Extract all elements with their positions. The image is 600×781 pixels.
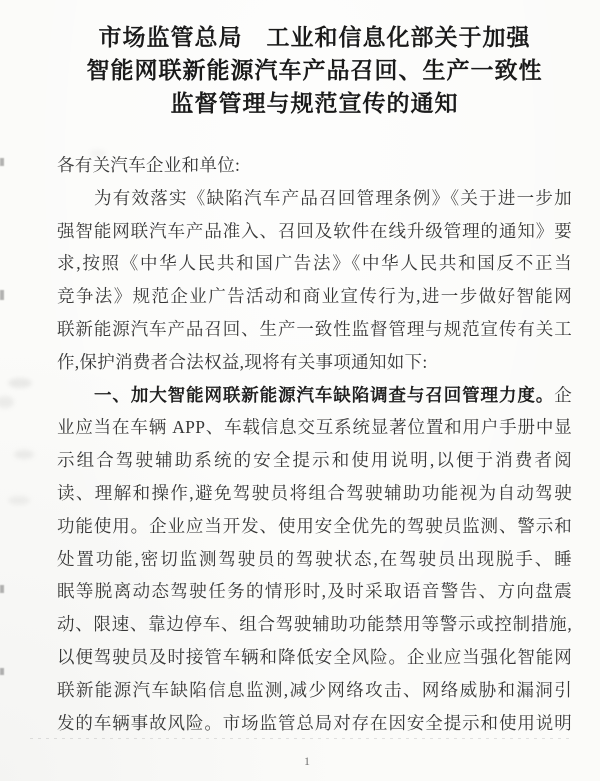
body-line: 为有效落实《缺陷汽车产品召回管理条例》《关于进一步加 xyxy=(94,187,572,208)
scan-edge-mark xyxy=(0,290,4,300)
body-line: 各有关汽车企业和单位: xyxy=(57,155,241,175)
document-title-line-2: 智能网联新能源汽车产品召回、生产一致性 xyxy=(86,58,543,83)
body-line: 动、限速、靠边停车、组合驾驶辅助功能禁用等警示或控制措施, xyxy=(57,614,572,635)
document-title xyxy=(57,21,572,120)
body-line: 作,保护消费者合法权益,现将有关事项通知如下: xyxy=(57,351,428,372)
body-line: 发的车辆事故风险。市场监管总局对存在因安全提示和使用说明 xyxy=(57,712,572,733)
scan-smudge xyxy=(8,496,30,505)
body-line: 眠等脱离动态驾驶任务的情形时,及时采取语音警告、方向盘震 xyxy=(57,581,572,602)
body-line: 一、加大智能网联新能源汽车缺陷调查与召回管理力度。企 xyxy=(94,384,572,405)
scan-edge-mark xyxy=(0,585,4,593)
scan-fold-line xyxy=(30,738,570,739)
body-line: 示组合驾驶辅助系统的安全提示和使用说明,以便于消费者阅 xyxy=(57,450,572,471)
body-line: 读、理解和操作,避免驾驶员将组合驾驶辅助功能视为自动驾驶 xyxy=(57,482,572,503)
body-line: 求,按照《中华人民共和国广告法》《中华人民共和国反不正当 xyxy=(57,253,572,274)
body-line: 业应当在车辆 APP、车载信息交互系统显著位置和用户手册中显 xyxy=(57,417,572,438)
scan-smudge xyxy=(14,450,34,459)
document-title-line-1: 市场监管总局 工业和信息化部关于加强 xyxy=(98,25,531,50)
body-line: 联新能源汽车缺陷信息监测,减少网络攻击、网络威胁和漏洞引 xyxy=(57,679,572,700)
scan-smudge xyxy=(8,378,32,388)
body-line: 处置功能,密切监测驾驶员的驾驶状态,在驾驶员出现脱手、睡 xyxy=(57,548,572,569)
body-line: 联新能源汽车产品召回、生产一致性监督管理与规范宣传有关工 xyxy=(57,318,572,339)
scan-smudge xyxy=(0,396,14,408)
scan-edge-mark xyxy=(0,158,4,166)
scan-edge-mark xyxy=(0,668,4,675)
body-line: 功能使用。企业应当开发、使用安全优先的驾驶员监测、警示和 xyxy=(57,515,572,536)
page-number: 1 xyxy=(304,754,310,768)
section-heading: 一、加大智能网联新能源汽车缺陷调查与召回管理力度。 xyxy=(94,384,555,405)
document-title-line-3: 监督管理与规范宣传的通知 xyxy=(170,91,459,116)
body-line: 强智能网联汽车产品准入、召回及软件在线升级管理的通知》要 xyxy=(57,220,572,241)
body-line: 以便驾驶员及时接管车辆和降低安全风险。企业应当强化智能网 xyxy=(57,646,572,667)
document-body xyxy=(57,149,572,739)
scan-smudge xyxy=(90,150,106,157)
body-line: 竞争法》规范企业广告活动和商业宣传行为,进一步做好智能网 xyxy=(57,286,572,307)
